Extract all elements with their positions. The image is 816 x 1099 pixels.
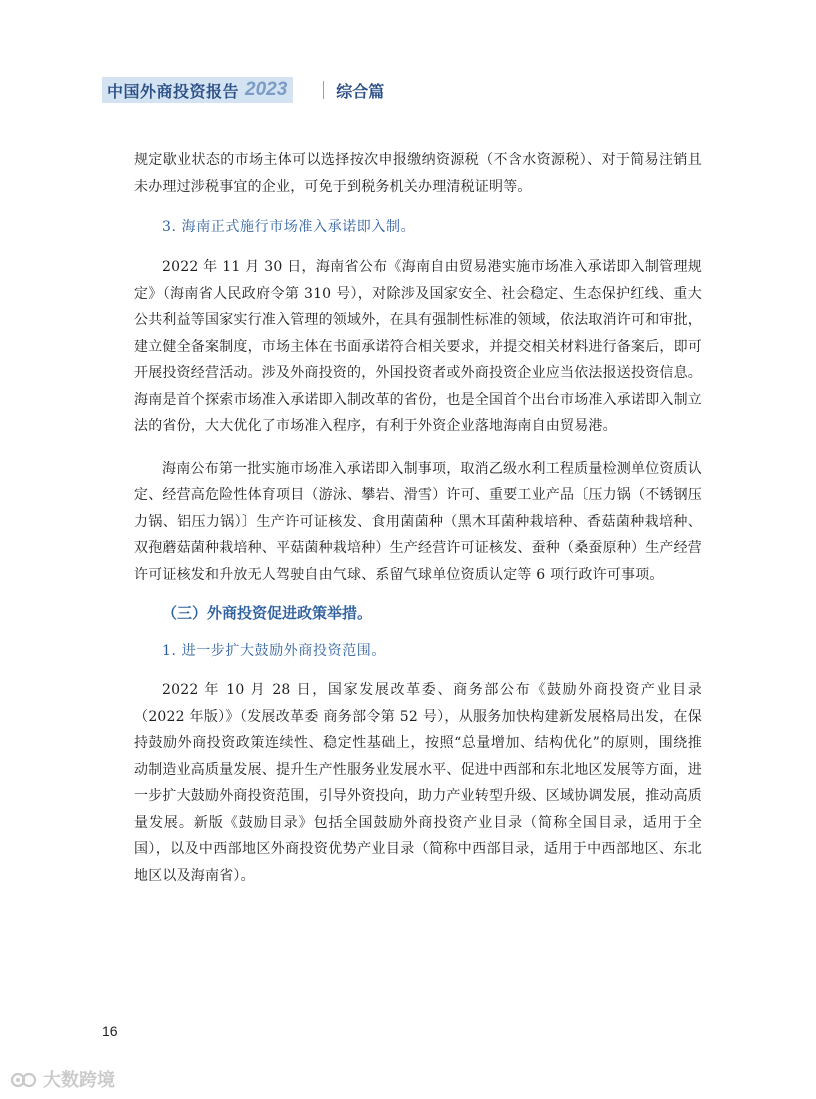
report-title: 中国外商投资报告 — [107, 81, 240, 101]
watermark — [10, 1066, 115, 1092]
page-body — [134, 147, 702, 889]
header-title-box — [102, 77, 293, 103]
page-header — [102, 76, 384, 104]
report-year: 2023 — [245, 79, 288, 100]
heading-hainan-market-access: 3. 海南正式施行市场准入承诺即入制。 — [162, 219, 416, 235]
watermark-logo-icon — [10, 1069, 38, 1089]
paragraph-1: 规定歇业状态的市场主体可以选择按次申报缴纳资源税（不含水资源税）、对于简易注销且未办理过涉税事宜的企业，可免于到税务机关办理清税证明等。 — [134, 152, 702, 195]
paragraph-2: 2022 年 11 月 30 日，海南省公布《海南自由贸易港实施市场准入承诺即入制管理规定》（海南省人民政府令第 310 号），对除涉及国家安全、社会稳定、生态保护红线、重大公共利益等国家实行准入管理的领域外，在具有强制性标准的领域，依法取消许可和审批，建立健全备案制度，市场主体在书面承诺符合相关要求，并提交相关材料进行备案后，即可开展投资经营活动。涉及外商投资的，外国投资者或外商投资企业应当依法报送投资信息。海南是首个探索市场准入承诺即入制改革的省份，也是全国首个出台市场准入承诺即入制立法的省份，大大优化了市场准入程序，有利于外资企业落地海南自由贸易港。 — [134, 259, 702, 434]
section-name: 综合篇 — [336, 81, 385, 101]
heading-investment-promotion: （三）外商投资促进政策举措。 — [162, 604, 373, 622]
paragraph-4: 2022 年 10 月 28 日，国家发展改革委、商务部公布《鼓励外商投资产业目录（2022 年版）》（发展改革委 商务部令第 52 号），从服务加快构建新发展格局出发，在保持鼓励外商投资政策连续性、稳定性基础上，按照“总量增加、结构优化”的原则，围绕推动制造业高质量发展、提升生产性服务业发展水平、促进中西部和东北地区发展等方面，进一步扩大鼓励外商投资范围，引导外资投向，助力产业转型升级、区域协调发展，推动高质量发展。新版《鼓励目录》包括全国鼓励外商投资产业目录（简称全国目录，适用于全国），以及中西部地区外商投资优势产业目录（简称中西部目录，适用于中西部地区、东北地区以及海南省）。 — [134, 682, 702, 884]
page-number: 16 — [102, 1023, 118, 1039]
heading-expand-encouraged-scope: 1. 进一步扩大鼓励外商投资范围。 — [162, 643, 387, 659]
watermark-text: 大数跨境 — [43, 1070, 115, 1091]
header-divider — [323, 81, 324, 99]
paragraph-3: 海南公布第一批实施市场准入承诺即入制事项，取消乙级水利工程质量检测单位资质认定、经营高危险性体育项目（游泳、攀岩、滑雪）许可、重要工业产品〔压力锅（不锈钢压力锅、铝压力锅）〕生产许可证核发、食用菌菌种（黑木耳菌种栽培种、香菇菌种栽培种、双孢蘑菇菌种栽培种、平菇菌种栽培种）生产经营许可证核发、蚕种（桑蚕原种）生产经营许可证核发和升放无人驾驶自由气球、系留气球单位资质认定等 6 项行政许可事项。 — [134, 460, 702, 583]
